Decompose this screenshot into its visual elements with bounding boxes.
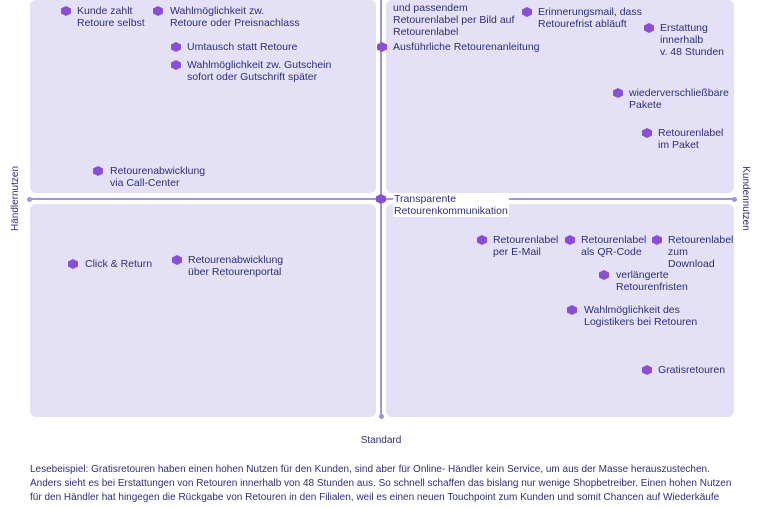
label-erstattung: Erstattung innerhalb v. 48 Stunden — [660, 22, 725, 58]
quadrant-bottom-left — [30, 204, 376, 417]
axis-end-bottom — [379, 414, 384, 419]
label-call-center: Retourenabwicklung via Call-Center — [110, 165, 206, 189]
axis-end-right — [732, 197, 737, 202]
label-erinnerung: Erinnerungsmail, dass Retourefrist abläuft — [538, 6, 642, 30]
label-transparente-kommunikation: Transparente Retourenkommunikation — [394, 193, 508, 217]
label-label-paket: Retourenlabel im Paket — [658, 127, 724, 151]
label-wiederverschliessbar: wiederverschließbare Pakete — [629, 87, 729, 111]
label-logistiker: Wahlmöglichkeit des Logistikers bei Retouren — [584, 304, 698, 328]
label-gratis: Gratisretouren — [658, 364, 726, 376]
label-wahl-retoure: Wahlmöglichkeit zw. Retoure oder Preisnachlass — [170, 5, 300, 29]
marker-center — [376, 194, 386, 204]
label-wahl-gutschein: Wahlmöglichkeit zw. Gutschein sofort oder Gutschrift später — [187, 59, 332, 83]
label-label-download: Retourenlabel zum Download — [668, 234, 734, 270]
label-click-return: Click & Return — [85, 258, 153, 270]
axis-label-left: Händlernutzen — [10, 165, 22, 232]
label-anleitung: Ausführliche Retourenanleitung — [393, 41, 540, 53]
label-label-email: Retourenlabel per E-Mail — [493, 234, 559, 258]
label-label-qr: Retourenlabel als QR-Code — [581, 234, 647, 258]
axis-end-left — [27, 197, 32, 202]
axis-label-right: Kundennutzen — [739, 166, 751, 231]
axis-label-bottom: Standard — [360, 435, 402, 446]
reading-example: Lesebeispiel: Gratisretouren haben einen hohen Nutzen für den Kunden, sind aber für Online- Händler kein Service, um aus der Masse herauszustechen. Anders sieht es bei Erstattungen von Retouren innerhalb von 48 Stunden aus. So schnell schaffen das bislang nur wenige Shopbetreiber. Einen hohen Nutzen für den Händler hat hingegen die Rückgabe von Retouren in den Filialen, weil es einen neuen Touchpoint zum Kunden und somit Chancen auf Wiederkäufe — [30, 464, 732, 503]
label-retourenlabel-bild: und passendem Retourenlabel per Bild auf Retourenlabel — [393, 2, 515, 38]
label-fristen: verlängerte Retourenfristen — [616, 269, 688, 293]
label-kunde-zahlt: Kunde zahlt Retoure selbst — [77, 5, 145, 29]
vertical-axis — [380, 0, 382, 416]
label-umtausch: Umtausch statt Retoure — [187, 41, 298, 53]
label-portal: Retourenabwicklung über Retourenportal — [188, 254, 284, 278]
